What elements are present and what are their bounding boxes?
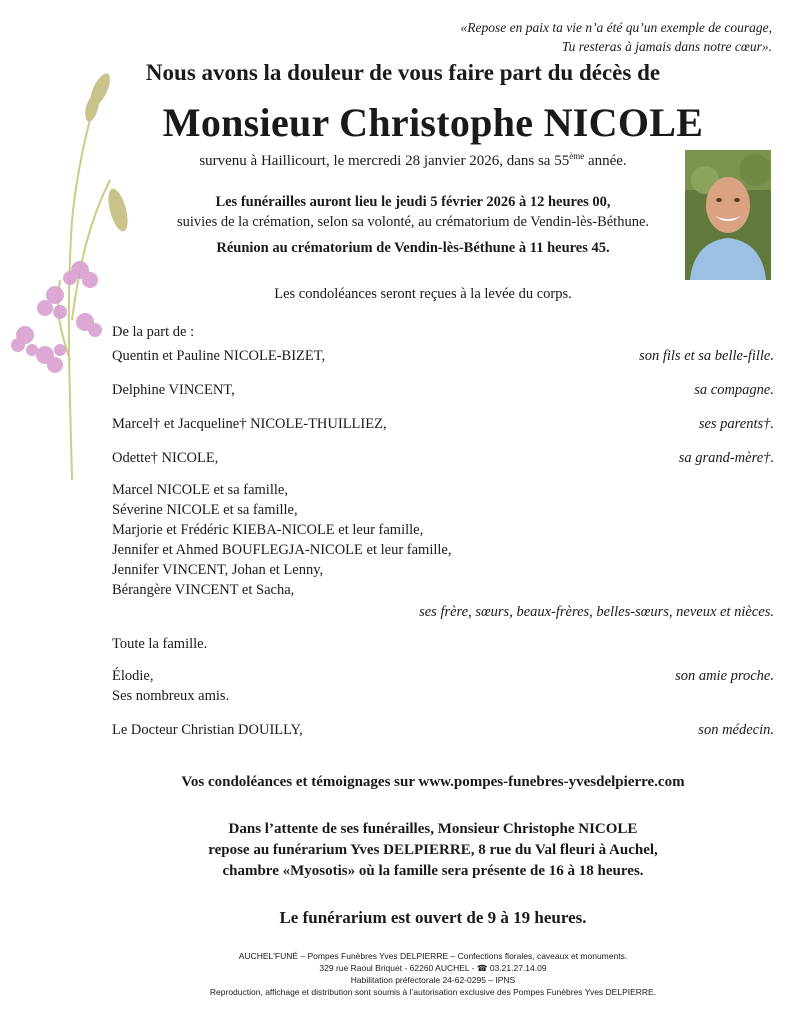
sibling-line: Jennifer et Ahmed BOUFLEGJA-NICOLE et leur famille, — [112, 542, 452, 558]
family-row — [112, 348, 774, 365]
siblings-relation: ses frère, sœurs, beaux-frères, belles-sœurs, neveux et nièces. — [419, 604, 774, 620]
family-names: Quentin et Pauline NICOLE-BIZET, — [112, 348, 326, 364]
funeral-reunion: Réunion au crématorium de Vendin-lès-Béthune à 11 heures 45. — [216, 240, 610, 256]
footer — [0, 950, 806, 998]
sibling-line: Séverine NICOLE et sa famille, — [112, 502, 298, 518]
family-names: Delphine VINCENT, — [112, 382, 235, 398]
friend-name: Élodie, — [112, 668, 154, 684]
footer-line-4: Reproduction, affichage et distribution sont soumis à l’autorisation exclusive des Pompes Funèbres Yves DELPIERRE. — [209, 987, 657, 997]
family-row — [112, 416, 774, 433]
friend-relation: son amie proche. — [675, 668, 774, 684]
footer-line-1: AUCHEL'FUNÉ – Pompes Funèbres Yves DELPIERRE – Confections florales, caveaux et monuments. — [238, 951, 628, 961]
opening-hours: Le funérarium est ouvert de 9 à 19 heures. — [279, 908, 587, 927]
epitaph-quote — [460, 18, 772, 56]
friends-line: Ses nombreux amis. — [112, 688, 230, 704]
family-names: Odette† NICOLE, — [112, 450, 219, 466]
sibling-line: Marcel NICOLE et sa famille, — [112, 482, 288, 498]
family-relation: sa compagne. — [694, 382, 774, 398]
doctor-relation: son médecin. — [698, 722, 774, 738]
family-row — [112, 382, 774, 399]
funeral-cremation: suivies de la crémation, selon sa volonté, au crématorium de Vendin-lès-Béthune. — [176, 214, 650, 230]
doctor-name: Le Docteur Christian DOUILLY, — [112, 722, 303, 738]
sibling-line: Jennifer VINCENT, Johan et Lenny, — [112, 562, 324, 578]
funeral-date: Les funérailles auront lieu le jeudi 5 février 2026 à 12 heures 00, — [215, 194, 611, 210]
funerarium-info — [0, 819, 806, 882]
sibling-line: Marjorie et Frédéric KIEBA-NICOLE et leur famille, — [112, 522, 424, 538]
website-line: Vos condoléances et témoignages sur www.pompes-funebres-yvesdelpierre.com — [181, 774, 685, 790]
family-intro: De la part de : — [112, 324, 195, 340]
family-relation: sa grand-mère†. — [678, 450, 774, 466]
family-row — [112, 450, 774, 467]
quote-line-1: «Repose en paix ta vie n’a été qu’un exemple de courage, — [460, 20, 772, 35]
quote-line-2: Tu resteras à jamais dans notre cœur». — [561, 39, 772, 54]
death-text: survenu à Haillicourt, le mercredi 28 janvier 2026, dans sa 55 — [199, 153, 570, 169]
death-ordinal: ème — [569, 151, 585, 161]
family-relation: ses parents†. — [698, 416, 774, 432]
condolences-note: Les condoléances seront reçues à la levée du corps. — [274, 286, 572, 302]
footer-line-2: 329 rue Raoul Briquet - 62260 AUCHEL - ☎ 03.21.27.14.09 — [319, 963, 547, 973]
family-names: Marcel† et Jacqueline† NICOLE-THUILLIEZ, — [112, 416, 387, 432]
footer-line-3: Habilitation préfectorale 24-62-0295 – IPNS — [350, 975, 516, 985]
death-suffix: année. — [584, 153, 627, 169]
all-family: Toute la famille. — [112, 636, 208, 652]
family-relation: son fils et sa belle-fille. — [639, 348, 774, 364]
sibling-line: Bérangère VINCENT et Sacha, — [112, 582, 295, 598]
funerarium-line-3: chambre «Myosotis» où la famille sera présente de 16 à 18 heures. — [222, 863, 644, 879]
announcement-headline: Nous avons la douleur de vous faire part du décès de — [145, 60, 661, 85]
deceased-name: Monsieur Christophe NICOLE — [162, 100, 704, 145]
funerarium-line-1: Dans l’attente de ses funérailles, Monsieur Christophe NICOLE — [228, 821, 638, 837]
funerarium-line-2: repose au funérarium Yves DELPIERRE, 8 rue du Val fleuri à Auchel, — [208, 842, 658, 858]
